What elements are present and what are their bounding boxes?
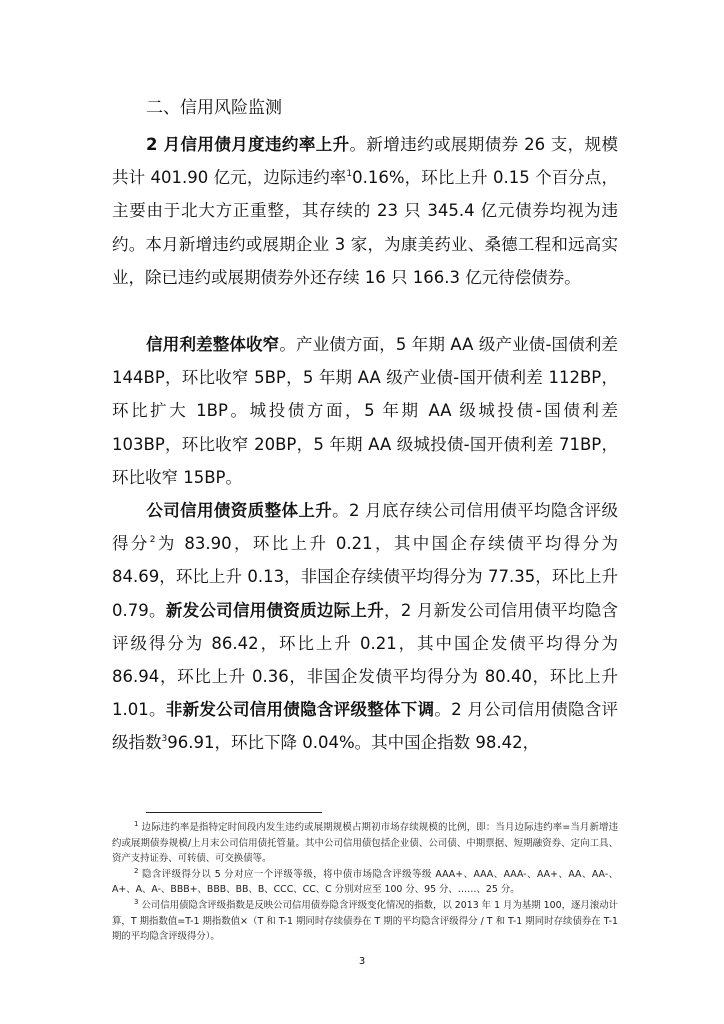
paragraph-default-rate (112, 128, 618, 294)
footnote-ref-1[interactable]: 1 (346, 169, 353, 180)
credit-quality-text-1: 。2 月底存续公司信用债平均隐含评级得分 (112, 501, 618, 554)
rating-index-text-2: 96.91，环比下降 0.04%。其中国企指数 98.42， (167, 733, 540, 753)
footnote-text: 隐含评级得分以 5 分对应一个评级等级，将中债市场隐含评级等级 AAA+、AAA、AAA-、AA+、AA、AA-、A+、A、A-、BBB+、BBB、BB、B、CCC、CC、C 分别对应至 100 分、95 分、……、25 分。 (112, 868, 618, 896)
credit-spread-lead: 信用利差整体收窄 (146, 335, 280, 354)
footnote-1 (112, 820, 618, 867)
footnote-mark: 3 (134, 897, 139, 906)
new-issue-quality-lead: 新发公司信用债资质边际上升 (165, 600, 385, 620)
rating-index-text-1: 。2 月公司信用债隐含评级指数 (112, 700, 618, 753)
footnote-mark: 2 (134, 866, 139, 875)
footnote-separator (146, 812, 322, 813)
credit-spread-text: 。产业债方面，5 年期 AA 级产业债-国债利差 144BP，环比收窄 5BP，5 年期 AA 级产业债-国开债利差 112BP，环比扩大 1BP。城投债方面，5 年期 AA 级城投债-国债利差 103BP，环比收窄 20BP，5 年期 AA 级城投债-国开债利差 71BP，环比收窄 15BP。 (112, 335, 618, 487)
page-number: 3 (358, 956, 366, 967)
footnotes (112, 820, 618, 945)
footnote-3 (112, 898, 618, 945)
credit-quality-lead: 公司信用债资质整体上升 (146, 501, 333, 520)
footnote-text: 边际违约率是指特定时间段内发生违约或展期规模占期初市场存续规模的比例，即：当月边际违约率=当月新增违约或展期债券规模/上月末公司信用债托管量。其中公司信用债包括企业债、公司债、中期票据、短期融资券、定向工具、资产支持证券、可转债、可交换债等。 (112, 822, 618, 865)
footnote-ref-2[interactable]: 2 (149, 535, 156, 546)
footnote-mark: 1 (134, 820, 139, 828)
rating-index-lead: 非新发公司信用债隐含评级整体下调 (165, 700, 435, 720)
default-rate-lead: 2 月信用债月度违约率上升 (146, 135, 350, 154)
paragraph-credit-quality (112, 494, 618, 760)
footnote-ref-3[interactable]: 3 (161, 734, 168, 745)
default-rate-text-1: 。新增违约或展期债券 26 支，规模共计 401.90 亿元，边际违约率 (112, 135, 618, 188)
paragraph-credit-spread (112, 328, 618, 494)
new-issue-quality-text: ，2 月新发公司信用债平均隐含评级得分为 86.42，环比上升 0.21，其中国企发债平均得分为 86.94，环比上升 0.36，非国企发债平均得分为 80.40，环比上升 1.01。 (112, 600, 618, 720)
footnote-2 (112, 867, 618, 898)
credit-quality-text-2: 为 83.90，环比上升 0.21，其中国企存续债平均得分为 84.69，环比上升 0.13，非国企存续债平均得分为 77.35，环比上升 0.79。 (112, 534, 619, 620)
default-rate-text-2: 0.16%，环比上升 0.15 个百分点，主要由于北大方正重整，其存续的 23 只 345.4 亿元债券均视为违约。本月新增违约或展期企业 3 家，为康美药业、桑德工程和远高实业，除已违约或展期债券外还存续 16 只 166.3 亿元待偿债券。 (112, 168, 618, 287)
section-heading: 二、信用风险监测 (146, 98, 282, 118)
footnote-text: 公司信用债隐含评级指数是反映公司信用债券隐含评级变化情况的指数，以 2013 年 1 月为基期 100，逐月滚动计算，T 期指数值=T-1 期指数值×（T 和 T-1 期同时存续债券在 T 期的平均隐含评级得分 / T 和 T-1 期同时存续债券在 T-1 期的平均隐含评级得分）。 (112, 899, 618, 943)
